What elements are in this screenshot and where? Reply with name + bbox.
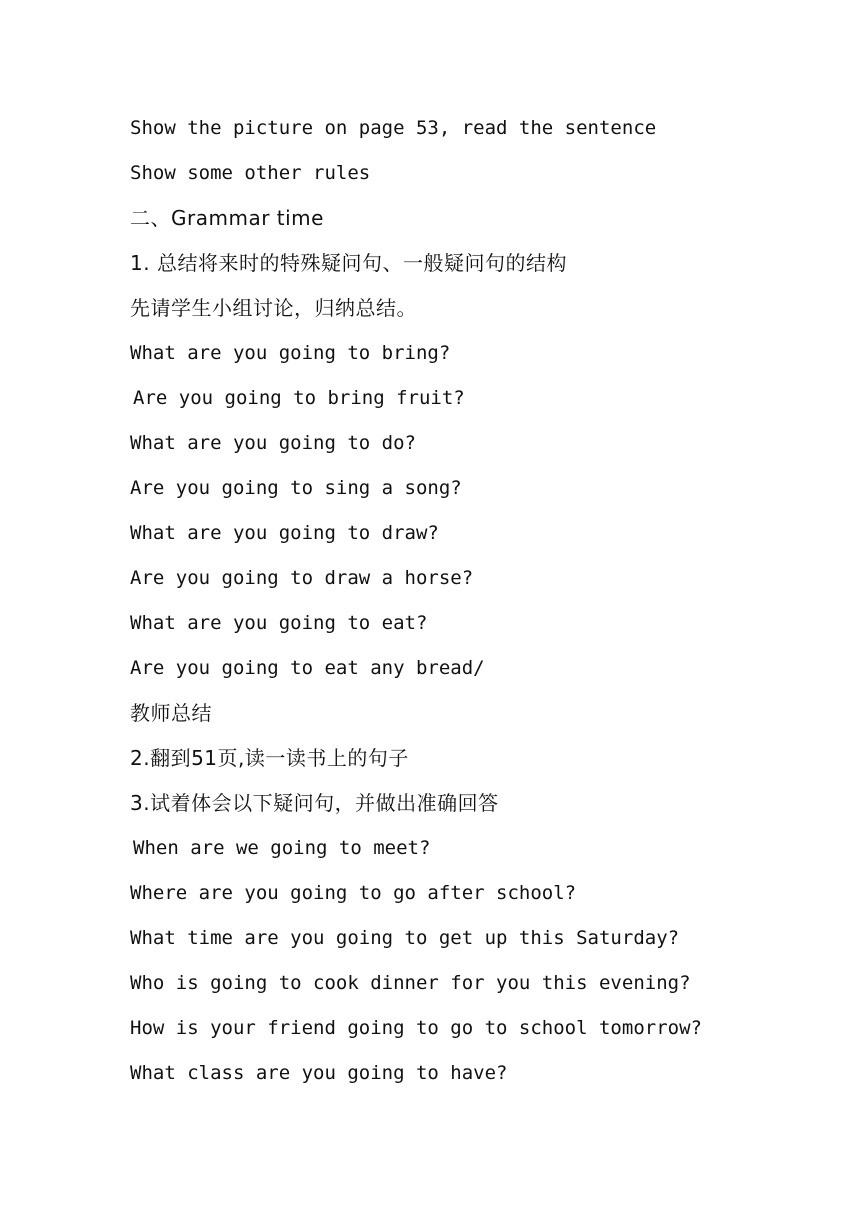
text-line: When are we going to meet? [133, 837, 431, 859]
text-line: Show the picture on page 53, read the sentence [130, 117, 657, 139]
text-line: 2.翻到51页,读一读书上的句子 [130, 746, 409, 770]
text-line: 先请学生小组讨论，归纳总结。 [130, 296, 417, 320]
text-line: Are you going to bring fruit? [133, 387, 465, 409]
text-line: Are you going to draw a horse? [130, 567, 474, 589]
text-line: How is your friend going to go to school tomorrow? [130, 1017, 702, 1039]
section-heading: 二、Grammar time [130, 206, 324, 230]
text-line: 1. 总结将来时的特殊疑问句、一般疑问句的结构 [130, 251, 567, 275]
text-line: 3.试着体会以下疑问句，并做出准确回答 [130, 791, 499, 815]
text-line: What time are you going to get up this Saturday? [130, 927, 680, 949]
text-line: Where are you going to go after school? [130, 882, 577, 904]
text-line: What are you going to bring? [130, 342, 451, 364]
text-line: Are you going to eat any bread/ [130, 657, 485, 679]
text-line: What are you going to draw? [130, 522, 439, 544]
text-line: Show some other rules [130, 162, 371, 184]
document-body [130, 110, 830, 1100]
text-line: Who is going to cook dinner for you this evening? [130, 972, 691, 994]
text-line: What are you going to do? [130, 432, 416, 454]
text-line: Are you going to sing a song? [130, 477, 462, 499]
text-line: 教师总结 [130, 701, 212, 725]
text-line: What class are you going to have? [130, 1062, 508, 1084]
text-line: What are you going to eat? [130, 612, 428, 634]
